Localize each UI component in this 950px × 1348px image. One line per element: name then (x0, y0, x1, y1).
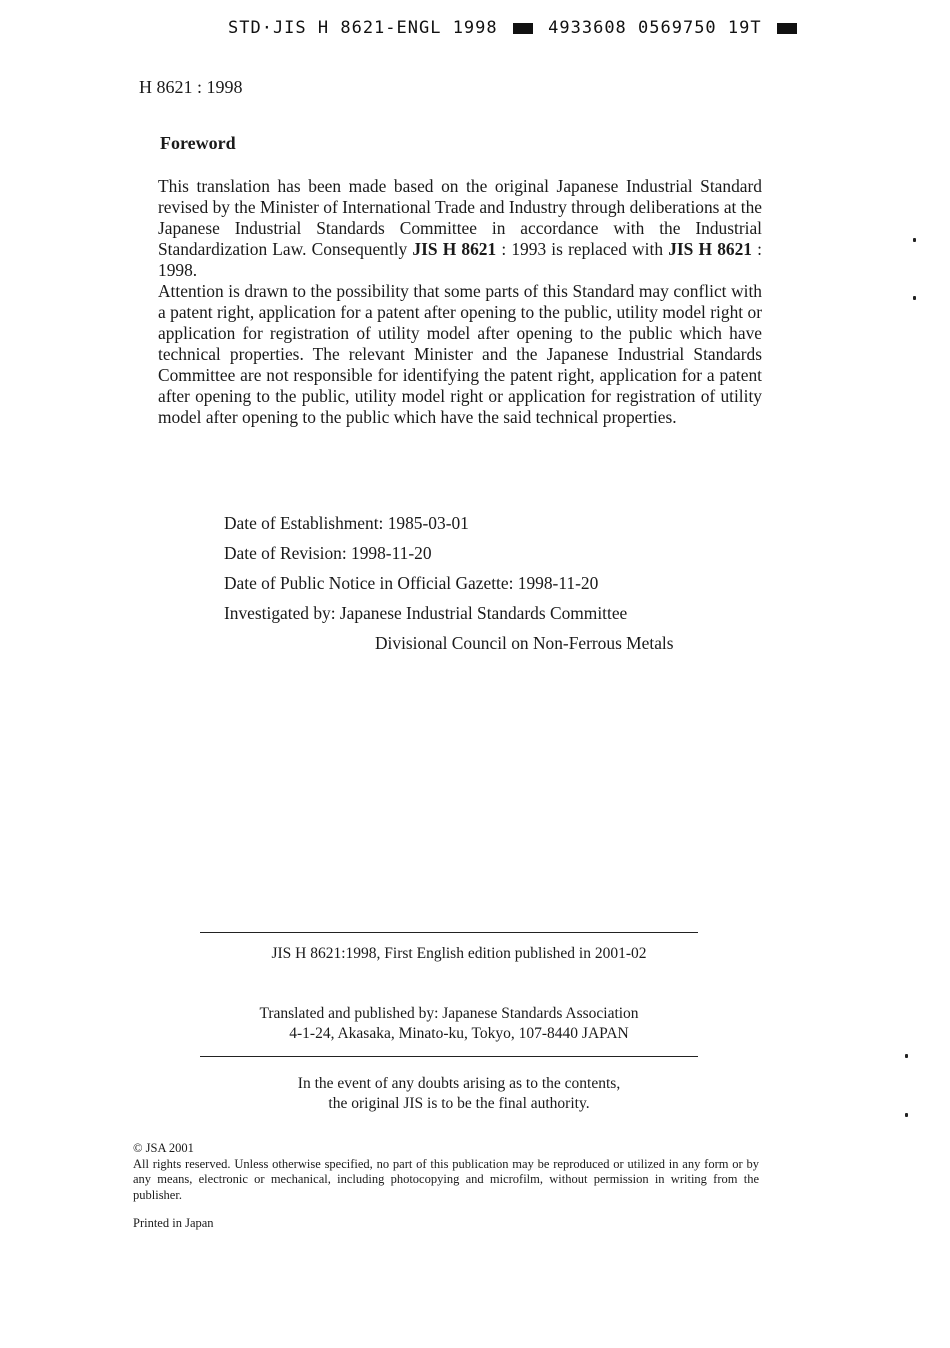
divider-top (200, 932, 698, 933)
investigated-by-council: Divisional Council on Non-Ferrous Metals (375, 633, 674, 653)
stamp-right-text: 4933608 0569750 19T (548, 18, 762, 38)
stamp-block-mark (513, 23, 533, 34)
dates-block (224, 508, 674, 658)
foreword-heading: Foreword (160, 133, 236, 153)
p1-bold-b: JIS H 8621 (668, 239, 752, 259)
foreword-paragraph-1 (158, 176, 762, 281)
publisher-line: Translated and published by: Japanese Standards Association (259, 1005, 639, 1022)
p1-text-a: This translation has been made based on the original Japanese Industrial Standard revised by the Minister of International Trade and Industry through deliberations at the Japanese Industrial Standards Committee in accordance with the Industrial Standardization Law. Consequently (158, 176, 762, 259)
stamp-left-text: STD·JIS H 8621-ENGL 1998 (228, 18, 498, 38)
scan-speck (913, 296, 916, 300)
investigated-by: Investigated by: Japanese Industrial Standards Committee (224, 603, 628, 623)
edition-note: JIS H 8621:1998, First English edition published in 2001-02 (271, 945, 647, 962)
authority-note (200, 1074, 718, 1114)
p1-text-c: : 1998. (158, 239, 762, 280)
publisher-block (200, 1004, 698, 1044)
copyright-line: © JSA 2001 (133, 1141, 194, 1155)
publisher-address: 4-1-24, Akasaka, Minato-ku, Tokyo, 107-8440 JAPAN (289, 1025, 629, 1042)
scan-speck (913, 238, 916, 242)
scan-speck (905, 1113, 908, 1117)
copyright-block (133, 1141, 759, 1203)
foreword-paragraph-2: Attention is drawn to the possibility that some parts of this Standard may conflict with a patent right, application for a patent after opening to the public, utility model right or application for registration of utility model after opening to the public which have technical properties. The relevant Minister and the Japanese Industrial Standards Committee are not responsible for identifying the patent right, application for a patent after opening to the public, utility model right or application for registration of utility model after opening to the public which have the said technical properties. (158, 281, 762, 427)
p1-bold-a: JIS H 8621 (412, 239, 497, 259)
stamp-block-mark-end (777, 23, 797, 34)
copyright-text: All rights reserved. Unless otherwise specified, no part of this publication may be reproduced or utilized in any form or by any means, electronic or mechanical, including photocopying and microfilm, without permission in writing from the publisher. (133, 1156, 759, 1202)
header-stamp (228, 18, 798, 46)
date-public-notice: Date of Public Notice in Official Gazette: 1998-11-20 (224, 573, 599, 593)
p1-text-b: : 1993 is replaced with (496, 239, 669, 259)
document-number: H 8621 : 1998 (139, 77, 243, 97)
date-establishment: Date of Establishment: 1985-03-01 (224, 513, 469, 533)
authority-line-2: the original JIS is to be the final authority. (328, 1095, 590, 1112)
divider-bottom (200, 1056, 698, 1057)
date-revision: Date of Revision: 1998-11-20 (224, 543, 432, 563)
authority-line-1: In the event of any doubts arising as to the contents, (297, 1075, 621, 1092)
printed-in: Printed in Japan (133, 1216, 214, 1230)
scan-speck (905, 1054, 908, 1058)
